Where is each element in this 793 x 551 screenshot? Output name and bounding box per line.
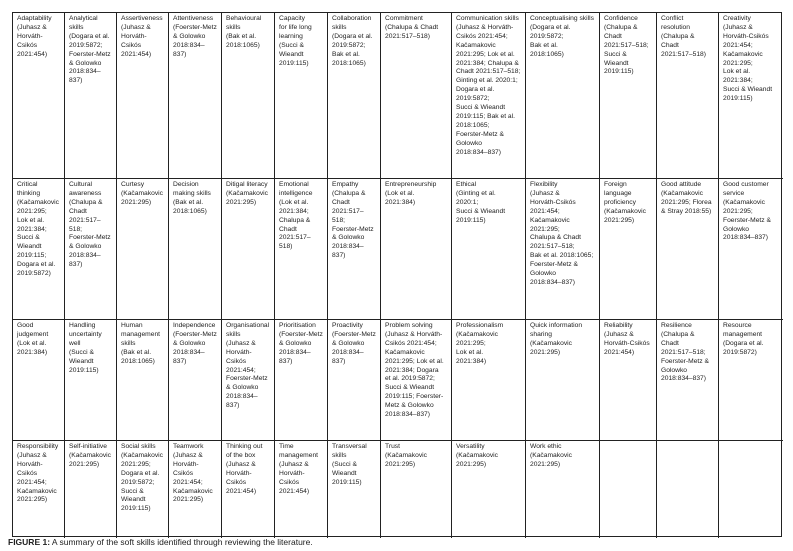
skill-name: Reliability bbox=[604, 322, 633, 329]
skill-cell bbox=[452, 320, 526, 441]
skill-references: (Chalupa & Chadt 2021:517–518; Foerster-Metz & Golowko 2018:834–837) bbox=[661, 330, 709, 383]
skill-references: (Dogara et al. 2019:5872) bbox=[723, 339, 764, 356]
skill-cell bbox=[117, 441, 169, 538]
skill-references: (Juhasz & Horváth-Csikós 2021:454) bbox=[604, 330, 650, 356]
skill-name: Cultural awareness bbox=[69, 181, 102, 197]
skill-cell bbox=[117, 179, 169, 320]
skill-name: Behavioural skills bbox=[226, 15, 262, 31]
skill-cell bbox=[13, 179, 65, 320]
skill-name: Assertiveness bbox=[121, 15, 163, 22]
skill-cell bbox=[169, 13, 222, 179]
skill-cell bbox=[600, 320, 657, 441]
skill-cell bbox=[65, 179, 117, 320]
skill-name: Transversal skills bbox=[332, 443, 367, 459]
skill-cell bbox=[275, 441, 328, 538]
skill-cell bbox=[452, 441, 526, 538]
skill-references: (Kačamakovic 2021:295) bbox=[530, 339, 572, 356]
skill-name: Teamwork bbox=[173, 443, 204, 450]
skill-references: (Foerster-Metz & Golowko 2018:834–837) bbox=[279, 330, 323, 365]
skill-cell bbox=[526, 13, 600, 179]
skill-references: (Kačamakovic 2021:295) bbox=[69, 451, 111, 468]
skill-cell bbox=[222, 13, 275, 179]
skill-cell bbox=[381, 441, 452, 538]
skill-references: (Dogara et al. 2019:5872; Bak et al. 2018:1065) bbox=[332, 32, 373, 67]
skill-references: (Foerster-Metz & Golowko 2018:834–837) bbox=[173, 23, 217, 58]
empty-cell bbox=[657, 441, 719, 538]
skill-cell bbox=[381, 179, 452, 320]
skill-cell bbox=[222, 320, 275, 441]
skill-references: (Chalupa & Chadt 2021:517–518) bbox=[385, 23, 439, 40]
skill-references: (Ginting et al. 2020:1; Succi & Wieandt 2019:115) bbox=[456, 189, 506, 224]
skill-references: (Foerster-Metz & Golowko 2018:834–837) bbox=[332, 330, 376, 365]
skill-cell bbox=[117, 320, 169, 441]
skill-name: Curtesy bbox=[121, 181, 145, 188]
skill-name: Resource management bbox=[723, 322, 763, 338]
skill-cell bbox=[117, 13, 169, 179]
skill-cell bbox=[657, 179, 719, 320]
skill-cell bbox=[452, 179, 526, 320]
skill-name: Self-initiative bbox=[69, 443, 107, 450]
skill-references: (Kačamakovic 2021:295; Foerster-Metz & Golowko 2018:834–837) bbox=[723, 198, 771, 242]
skill-cell bbox=[13, 13, 65, 179]
skill-cell bbox=[452, 13, 526, 179]
skill-name: Emotional intelligence bbox=[279, 181, 313, 197]
skill-name: Versatility bbox=[456, 443, 485, 450]
skill-references: (Juhasz & Horváth-Csikós 2021:454; Kačamakovic 2021:295) bbox=[173, 451, 213, 504]
skill-name: Adaptability bbox=[17, 15, 52, 22]
skill-cell bbox=[600, 179, 657, 320]
skill-name: Creativity bbox=[723, 15, 751, 22]
skill-references: (Juhasz & Horváth- Csikós 2021:454) bbox=[17, 23, 48, 58]
skill-name: Organisational skills bbox=[226, 322, 270, 338]
skill-references: (Juhasz & Horváth-Csikós 2021:454; Kačamakovic 2021:295; Chalupa & Chadt 2021:517–518; Bak et al. 2018:1065; Foerster-Metz & Golowko 2018:834–837) bbox=[530, 189, 594, 286]
skill-name: Human management skills bbox=[121, 322, 161, 347]
skill-name: Commitment bbox=[385, 15, 423, 22]
skill-references: (Juhasz & Horváth-Csikós 2021:454) bbox=[226, 460, 257, 495]
skill-cell bbox=[719, 320, 783, 441]
skill-name: Handling uncertainty well bbox=[69, 322, 102, 347]
skill-references: (Kačamakovic 2021:295; Florea & Stray 2018:55) bbox=[661, 189, 712, 215]
skill-name: Entrepreneurship bbox=[385, 181, 437, 188]
skill-references: (Juhasz & Horváth- Csikós 2021:454; Kačamakovic 2021:295; Lok et al. 2021:384; Dogara et al. 2019:5872; Succi & Wieandt 2019:115; Foerster- Metz & Golowko 2018:834–837) bbox=[385, 330, 444, 419]
skill-name: Prioritisation bbox=[279, 322, 316, 329]
empty-cell bbox=[719, 441, 783, 538]
skill-cell bbox=[13, 441, 65, 538]
skill-references: (Juhasz & Horváth-Csikós 2021:454; Kačamakovic 2021:295; Lok et al. 2021:384; Succi & Wieandt 2019:115) bbox=[723, 23, 773, 103]
skill-name: Responsibility bbox=[17, 443, 59, 450]
skill-references: (Bak et al. 2018:1065) bbox=[173, 198, 207, 215]
skill-references: (Bak et al. 2018:1065) bbox=[121, 348, 155, 365]
figure-caption-text: A summary of the soft skills identified through reviewing the literature. bbox=[50, 537, 313, 547]
skill-references: (Juhasz & Horváth- Csikós 2021:454) bbox=[121, 23, 152, 58]
skill-cell bbox=[275, 320, 328, 441]
skill-references: (Foerster-Metz & Golowko 2018:834–837) bbox=[173, 330, 217, 365]
skill-name: Proactivity bbox=[332, 322, 363, 329]
skill-name: Foreign language proficiency bbox=[604, 181, 636, 206]
skill-cell bbox=[381, 320, 452, 441]
skill-cell bbox=[328, 320, 381, 441]
skill-name: Professionalism bbox=[456, 322, 504, 329]
skill-references: (Bak et al. 2018:1065) bbox=[226, 32, 260, 49]
skill-name: Time management bbox=[279, 443, 319, 459]
skill-cell bbox=[13, 320, 65, 441]
skill-name: Thinking out of the box bbox=[226, 443, 263, 459]
skill-cell bbox=[169, 441, 222, 538]
skill-references: (Dogara et al. 2019:5872; Foerster-Metz & Golowko 2018:834–837) bbox=[69, 32, 111, 85]
skill-references: (Juhasz & Horváth- Csikós 2021:454; Kačamakovic 2021:295) bbox=[17, 451, 57, 504]
skill-references: (Lok et al. 2021:384; Chalupa & Chadt 2021:517–518) bbox=[279, 198, 311, 251]
empty-cell bbox=[600, 441, 657, 538]
skill-name: Collaboration skills bbox=[332, 15, 372, 31]
skill-references: (Kačamakovic 2021:295; Dogara et al. 2019:5872; Succi & Wieandt 2019:115) bbox=[121, 451, 163, 513]
skill-name: Ditigal literacy bbox=[226, 181, 268, 188]
skill-cell bbox=[65, 441, 117, 538]
skill-name: Ethical bbox=[456, 181, 477, 188]
skill-cell bbox=[275, 13, 328, 179]
skill-references: (Chalupa & Chadt 2021:517–518) bbox=[661, 32, 706, 58]
skill-references: (Kačamakovic 2021:295) bbox=[530, 451, 572, 468]
skill-name: Flexibility bbox=[530, 181, 558, 188]
skill-references: (Chalupa & Chadt 2021:517–518; Succi & Wieandt 2019:115) bbox=[604, 23, 649, 76]
skill-references: (Kačamakovic 2021:295; Lok et al. 2021:384) bbox=[456, 330, 498, 365]
skill-name: Conceptualising skills bbox=[530, 15, 594, 22]
figure-label: FIGURE 1: bbox=[8, 537, 51, 547]
skill-references: (Succi & Wieandt 2019:115) bbox=[332, 460, 362, 486]
skill-name: Trust bbox=[385, 443, 400, 450]
skill-name: Good customer service bbox=[723, 181, 769, 197]
skill-name: Resilience bbox=[661, 322, 692, 329]
skill-references: (Kačamakovic 2021:295) bbox=[226, 189, 268, 206]
skill-cell bbox=[381, 13, 452, 179]
skill-references: (Chalupa & Chadt 2021:517–518; Foerster-Metz & Golowko 2018:834–837) bbox=[69, 198, 111, 269]
skill-name: Confidence bbox=[604, 15, 638, 22]
skill-references: (Juhasz & Horváth-Csikós 2021:454) bbox=[279, 460, 310, 495]
skill-name: Critical thinking bbox=[17, 181, 41, 197]
skill-name: Analytical skills bbox=[69, 15, 98, 31]
skill-references: (Chalupa & Chadt 2021:517–518; Foerster-Metz & Golowko 2018:834–837) bbox=[332, 189, 374, 260]
skill-cell bbox=[526, 441, 600, 538]
soft-skills-table bbox=[12, 12, 782, 537]
skill-references: (Kačamakovic 2021:295) bbox=[121, 189, 163, 206]
skill-cell bbox=[526, 179, 600, 320]
skill-name: Capacity for life long learning bbox=[279, 15, 312, 40]
skill-cell bbox=[600, 13, 657, 179]
skill-references: (Kačamakovic 2021:295) bbox=[385, 451, 427, 468]
skill-references: (Lok et al. 2021:384) bbox=[385, 189, 416, 206]
skill-cell bbox=[328, 179, 381, 320]
skill-name: Communication skills bbox=[456, 15, 519, 22]
skill-cell bbox=[169, 179, 222, 320]
skill-name: Problem solving bbox=[385, 322, 433, 329]
skill-cell bbox=[719, 179, 783, 320]
skill-cell bbox=[275, 179, 328, 320]
skill-cell bbox=[657, 320, 719, 441]
skill-name: Quick information sharing bbox=[530, 322, 583, 338]
skill-references: (Dogara et al. 2019:5872; Bak et al. 2018:1065) bbox=[530, 23, 571, 58]
skill-cell bbox=[526, 320, 600, 441]
skill-cell bbox=[222, 441, 275, 538]
skill-name: Conflict resolution bbox=[661, 15, 690, 31]
skill-name: Good judgement bbox=[17, 322, 49, 338]
skill-name: Independence bbox=[173, 322, 216, 329]
skill-references: (Juhasz & Horváth- Csikós 2021:454; Kačamakovic 2021:295; Lok et al. 2021:384; Chalupa & Chadt 2021:517–518; Ginting et al. 2020:1; Dogara et al. 2019:5872; Succi & Wieandt 2019:115; Bak et al. 2018:1065; Foerster-Metz & Golowko 2018:834–837) bbox=[456, 23, 521, 156]
skill-references: (Kačamakovic 2021:295) bbox=[604, 207, 646, 224]
skill-cell bbox=[65, 13, 117, 179]
skill-references: (Lok et al. 2021:384) bbox=[17, 339, 48, 356]
skill-references: (Juhasz & Horváth-Csikós 2021:454; Foerster-Metz & Golowko 2018:834–837) bbox=[226, 339, 268, 410]
skill-cell bbox=[65, 320, 117, 441]
skill-cell bbox=[328, 441, 381, 538]
skill-name: Work ethic bbox=[530, 443, 562, 450]
skill-name: Social skills bbox=[121, 443, 156, 450]
skill-references: (Succi & Wieandt 2019:115) bbox=[69, 348, 99, 374]
skill-cell bbox=[719, 13, 783, 179]
skill-references: (Kačamakovic 2021:295; Lok et al. 2021:384; Succi & Wieandt 2019:115; Dogara et al. 2019:5872) bbox=[17, 198, 59, 278]
skill-references: (Kačamakovic 2021:295) bbox=[456, 451, 498, 468]
skill-cell bbox=[169, 320, 222, 441]
skill-references: (Succi & Wieandt 2019:115) bbox=[279, 41, 309, 67]
skill-cell bbox=[222, 179, 275, 320]
skill-cell bbox=[328, 13, 381, 179]
skill-name: Empathy bbox=[332, 181, 359, 188]
skill-cell bbox=[657, 13, 719, 179]
skill-name: Attentiveness bbox=[173, 15, 214, 22]
skill-name: Good attitude bbox=[661, 181, 702, 188]
skill-name: Decision making skills bbox=[173, 181, 211, 197]
figure-caption bbox=[8, 537, 313, 547]
